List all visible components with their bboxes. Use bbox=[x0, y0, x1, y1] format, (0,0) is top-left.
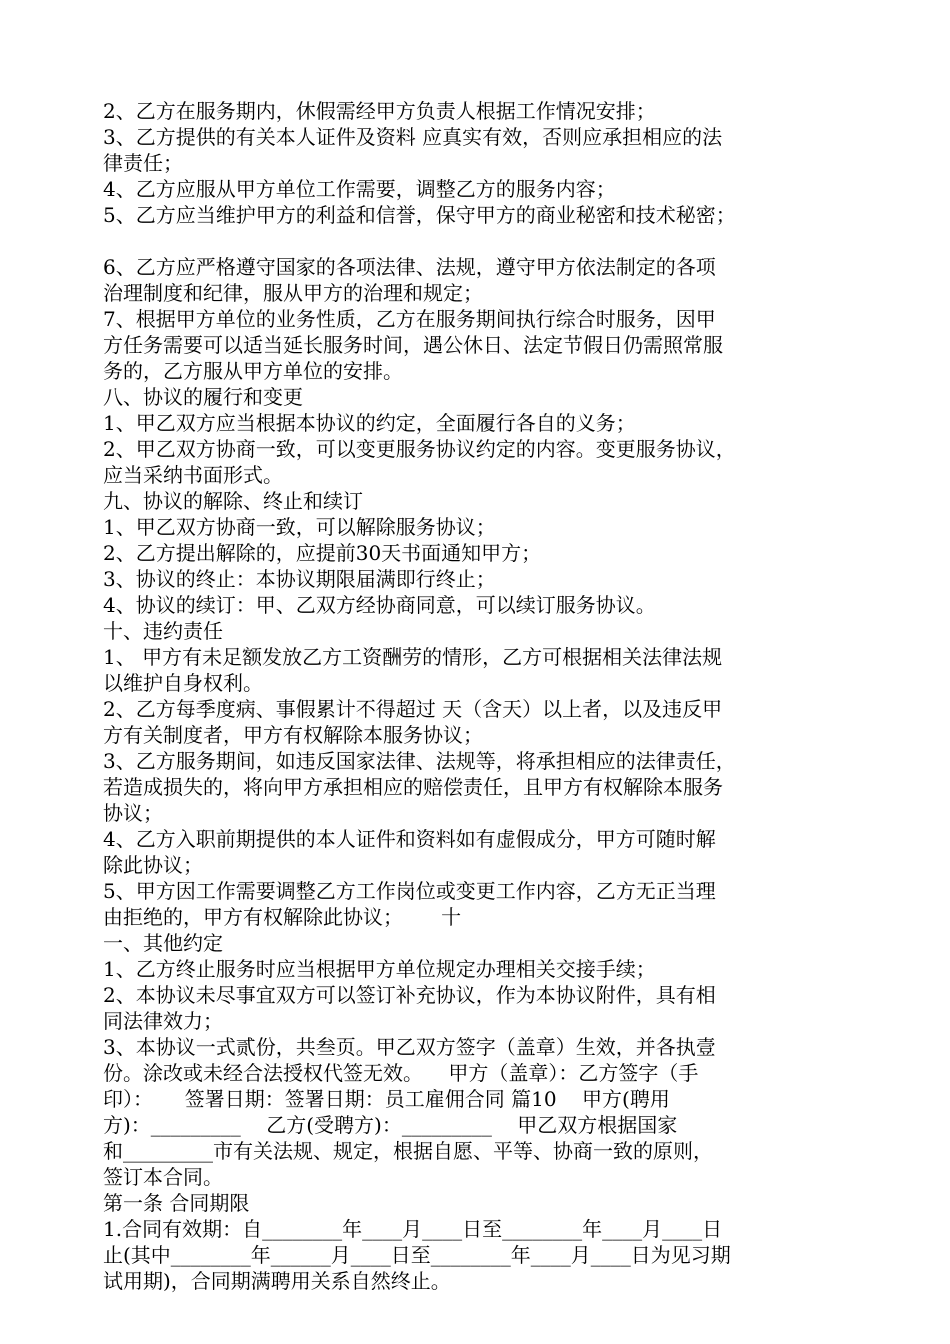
text-line: 2、甲乙双方协商一致，可以变更服务协议约定的内容。变更服务协议， bbox=[103, 437, 736, 461]
text-line: 4、乙方应服从甲方单位工作需要，调整乙方的服务内容； bbox=[103, 177, 616, 201]
text-line: 方任务需要可以适当延长服务时间，遇公休日、法定节假日仍需照常服 bbox=[103, 333, 723, 357]
text-line: 印）： 签署日期：签署日期：员工雇佣合同 篇10 甲方(聘用 bbox=[103, 1087, 670, 1111]
text-line: 3、乙方服务期间，如违反国家法律、法规等，将承担相应的法律责任， bbox=[103, 749, 736, 773]
text-line: 1、甲乙双方应当根据本协议的约定，全面履行各自的义务； bbox=[103, 411, 636, 435]
text-line: 同法律效力； bbox=[103, 1009, 223, 1033]
text-line: 以维护自身权利。 bbox=[103, 671, 263, 695]
text-line: 由拒绝的，甲方有权解除此协议； 十 bbox=[103, 905, 462, 929]
text-line: 4、协议的续订：甲、乙双方经协商同意，可以续订服务协议。 bbox=[103, 593, 656, 617]
section-heading: 第一条 合同期限 bbox=[103, 1191, 250, 1215]
text-line: 7、根据甲方单位的业务性质，乙方在服务期间执行综合时服务，因甲 bbox=[103, 307, 716, 331]
text-line: 试用期)，合同期满聘用关系自然终止。 bbox=[103, 1269, 451, 1293]
text-line: 3、乙方提供的有关本人证件及资料 应真实有效，否则应承担相应的法 bbox=[103, 125, 723, 149]
text-line: 5、甲方因工作需要调整乙方工作岗位或变更工作内容，乙方无正当理 bbox=[103, 879, 716, 903]
blank-line bbox=[103, 228, 863, 254]
section-heading: 八、协议的履行和变更 bbox=[103, 385, 303, 409]
text-line: 份。涂改或未经合法授权代签无效。 甲方（盖章）：乙方签字（手 bbox=[103, 1061, 699, 1085]
text-line: 3、本协议一式贰份，共叁页。甲乙双方签字（盖章）生效，并各执壹 bbox=[103, 1035, 716, 1059]
text-line: 治理制度和纪律，服从甲方的治理和规定； bbox=[103, 281, 483, 305]
text-line: 2、本协议未尽事宜双方可以签订补充协议，作为本协议附件，具有相 bbox=[103, 983, 716, 1007]
text-line: 2、乙方提出解除的，应提前30天书面通知甲方； bbox=[103, 541, 542, 565]
text-line: 止(其中________年______月____日至________年____月____日为见习期 bbox=[103, 1243, 731, 1267]
section-heading: 九、协议的解除、终止和续订 bbox=[103, 489, 363, 513]
text-line: 律责任； bbox=[103, 151, 183, 175]
text-line: 方)：_________ 乙方(受聘方)：_________ 甲乙双方根据国家 bbox=[103, 1113, 678, 1137]
document-page bbox=[103, 98, 863, 1294]
text-line: 1、 甲方有未足额发放乙方工资酬劳的情形，乙方可根据相关法律法规 bbox=[103, 645, 723, 669]
text-line: 签订本合同。 bbox=[103, 1165, 223, 1189]
text-line: 3、协议的终止：本协议期限届满即行终止； bbox=[103, 567, 496, 591]
text-line: 方有关制度者，甲方有权解除本服务协议； bbox=[103, 723, 483, 747]
text-line: 1、乙方终止服务时应当根据甲方单位规定办理相关交接手续； bbox=[103, 957, 656, 981]
text-line: 和_________市有关法规、规定，根据自愿、平等、协商一致的原则， bbox=[103, 1139, 713, 1163]
text-line: 6、乙方应严格遵守国家的各项法律、法规，遵守甲方依法制定的各项 bbox=[103, 255, 716, 279]
text-line: 应当采纳书面形式。 bbox=[103, 463, 283, 487]
text-line: 2、乙方每季度病、事假累计不得超过 天（含天）以上者，以及违反甲 bbox=[103, 697, 723, 721]
text-line: 5、乙方应当维护甲方的利益和信誉，保守甲方的商业秘密和技术秘密； bbox=[103, 203, 736, 227]
text-line: 若造成损失的，将向甲方承担相应的赔偿责任，且甲方有权解除本服务 bbox=[103, 775, 723, 799]
text-line: 1.合同有效期：自________年____月____日至________年____月____日 bbox=[103, 1217, 723, 1241]
text-line: 务的，乙方服从甲方单位的安排。 bbox=[103, 359, 403, 383]
section-heading: 一、其他约定 bbox=[103, 931, 223, 955]
text-line: 1、甲乙双方协商一致，可以解除服务协议； bbox=[103, 515, 496, 539]
section-heading: 十、违约责任 bbox=[103, 619, 223, 643]
text-line: 协议； bbox=[103, 801, 163, 825]
text-line: 4、乙方入职前期提供的本人证件和资料如有虚假成分，甲方可随时解 bbox=[103, 827, 716, 851]
text-line: 2、乙方在服务期内，休假需经甲方负责人根据工作情况安排； bbox=[103, 99, 656, 123]
text-line: 除此协议； bbox=[103, 853, 203, 877]
